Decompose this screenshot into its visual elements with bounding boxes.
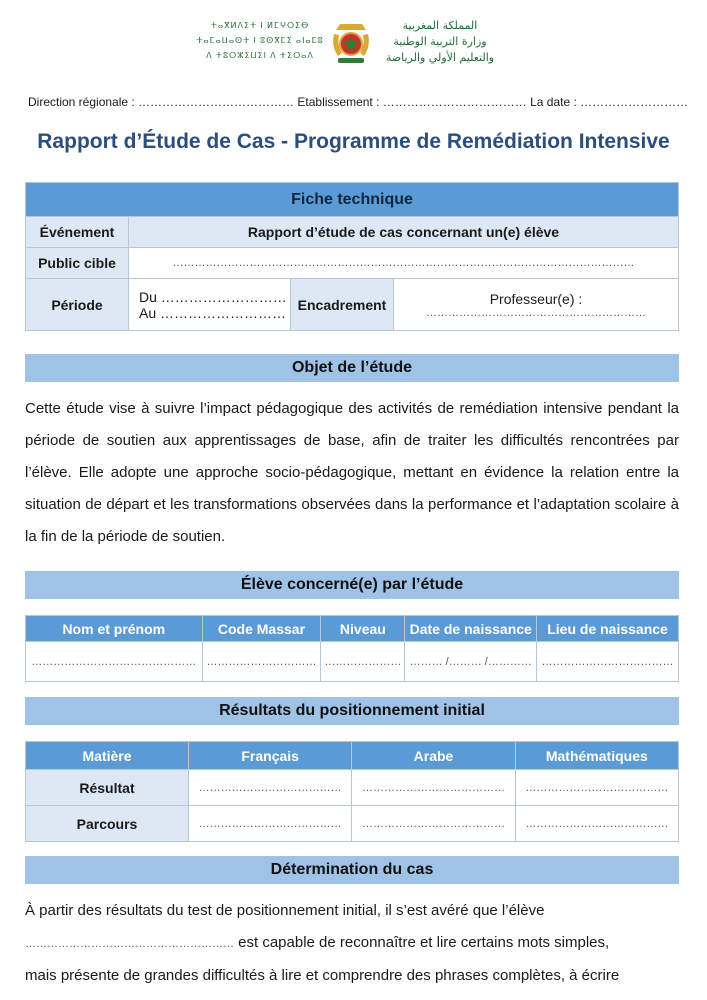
eleve-name-field[interactable]: …………………………………………………: [25, 938, 234, 950]
periode-dates: [129, 279, 291, 331]
determination-line: mais présente de grandes difficultés à lire et comprendre des phrases complètes, à écrire: [25, 967, 620, 984]
tifinagh-title: [190, 18, 330, 63]
page-title: Rapport d’Étude de Cas - Programme de Remédiation Intensive: [37, 130, 670, 153]
determination-line: [25, 927, 679, 960]
resultat-mathematiques[interactable]: …………………………………: [515, 770, 678, 806]
parcours-label: Parcours: [26, 806, 189, 842]
meta-line: Direction régionale : ………………………………… Etablissement : ……………………………… La date : ………………………: [28, 95, 689, 109]
encadrement-value: [394, 279, 679, 331]
tifinagh-line: ⴷ ⵜⵓⵔⵣⵉⵡⵉⵏ ⴷ ⵜⵉⵔⴰⴷ: [206, 51, 314, 60]
eleve-heading: Élève concerné(e) par l’étude: [25, 571, 679, 599]
col-lieu-naissance: Lieu de naissance: [537, 616, 679, 642]
resultat-arabe[interactable]: …………………………………: [352, 770, 515, 806]
resultat-francais[interactable]: …………………………………: [189, 770, 352, 806]
parcours-arabe[interactable]: …………………………………: [352, 806, 515, 842]
col-nom: Nom et prénom: [26, 616, 203, 642]
public-cible-value[interactable]: ………………………………………………………………………………………………………………: [129, 248, 679, 279]
fiche-technique-table: [25, 182, 679, 331]
periode-label: Période: [26, 279, 129, 331]
determination-line-text: est capable de reconnaître et lire certains mots simples,: [234, 934, 610, 951]
massar-field[interactable]: …………………………: [202, 642, 321, 682]
parcours-mathematiques[interactable]: …………………………………: [515, 806, 678, 842]
col-date-naissance: Date de naissance: [405, 616, 537, 642]
arabic-line: والتعليم الأولي والرياضة: [385, 51, 495, 64]
lieu-naissance-field[interactable]: ………………………………: [537, 642, 679, 682]
niveau-field[interactable]: …………………: [321, 642, 405, 682]
col-massar: Code Massar: [202, 616, 321, 642]
tifinagh-line: ⵜⴰⴳⵍⴷⵉⵜ ⵏ ⵍⵎⵖⵔⵉⴱ: [210, 21, 310, 30]
fiche-heading: Fiche technique: [26, 183, 679, 217]
date-naissance-field[interactable]: ……… /……… /…………: [405, 642, 537, 682]
public-cible-label: Public cible: [26, 248, 129, 279]
determination-text: [25, 895, 679, 992]
periode-au[interactable]: Au ………………………: [139, 304, 287, 321]
col-niveau: Niveau: [321, 616, 405, 642]
arabic-line: وزارة التربية الوطنية: [393, 35, 487, 48]
evenement-value: Rapport d’étude de cas concernant un(e) élève: [129, 217, 679, 248]
professeur-field[interactable]: ……………………………………………………: [426, 306, 646, 319]
resultats-table: [25, 741, 679, 842]
determination-line: À partir des résultats du test de positionnement initial, il s’est avéré que l’élève: [25, 902, 545, 919]
objet-heading: Objet de l’étude: [25, 354, 679, 382]
nom-field[interactable]: ………………………………………: [26, 642, 203, 682]
determination-heading: Détermination du cas: [25, 856, 679, 884]
objet-text: Cette étude vise à suivre l’impact pédagogique des activités de remédiation intensive pendant la période de soutien aux apprentissages de base, afin de traiter les difficultés rencontrées par l’élève. Elle adopte une approche socio-pédagogique, mettant en évidence la relation entre la situation de départ et les transformations observées dans la performance et l’adaptation scolaire à la fin de la période de soutien.: [25, 400, 679, 545]
evenement-label: Événement: [26, 217, 129, 248]
col-matiere: Matière: [26, 742, 189, 770]
periode-du[interactable]: Du ………………………: [139, 288, 287, 305]
professeur-label: Professeur(e) :: [489, 290, 583, 307]
resultats-heading: Résultats du positionnement initial: [25, 697, 679, 725]
tifinagh-line: ⵜⴰⵎⴰⵡⴰⵙⵜ ⵏ ⵓⵙⴳⵎⵉ ⴰⵏⴰⵎⵓ: [196, 36, 324, 45]
resultat-label: Résultat: [26, 770, 189, 806]
arabic-title: [370, 18, 510, 66]
header: [0, 18, 707, 70]
eleve-table: [25, 615, 679, 682]
arabic-line: المملكة المغربية: [402, 19, 478, 32]
parcours-francais[interactable]: …………………………………: [189, 806, 352, 842]
encadrement-label: Encadrement: [291, 279, 394, 331]
col-mathematiques: Mathématiques: [515, 742, 678, 770]
coat-of-arms-icon: [330, 20, 372, 66]
col-arabe: Arabe: [352, 742, 515, 770]
col-francais: Français: [189, 742, 352, 770]
